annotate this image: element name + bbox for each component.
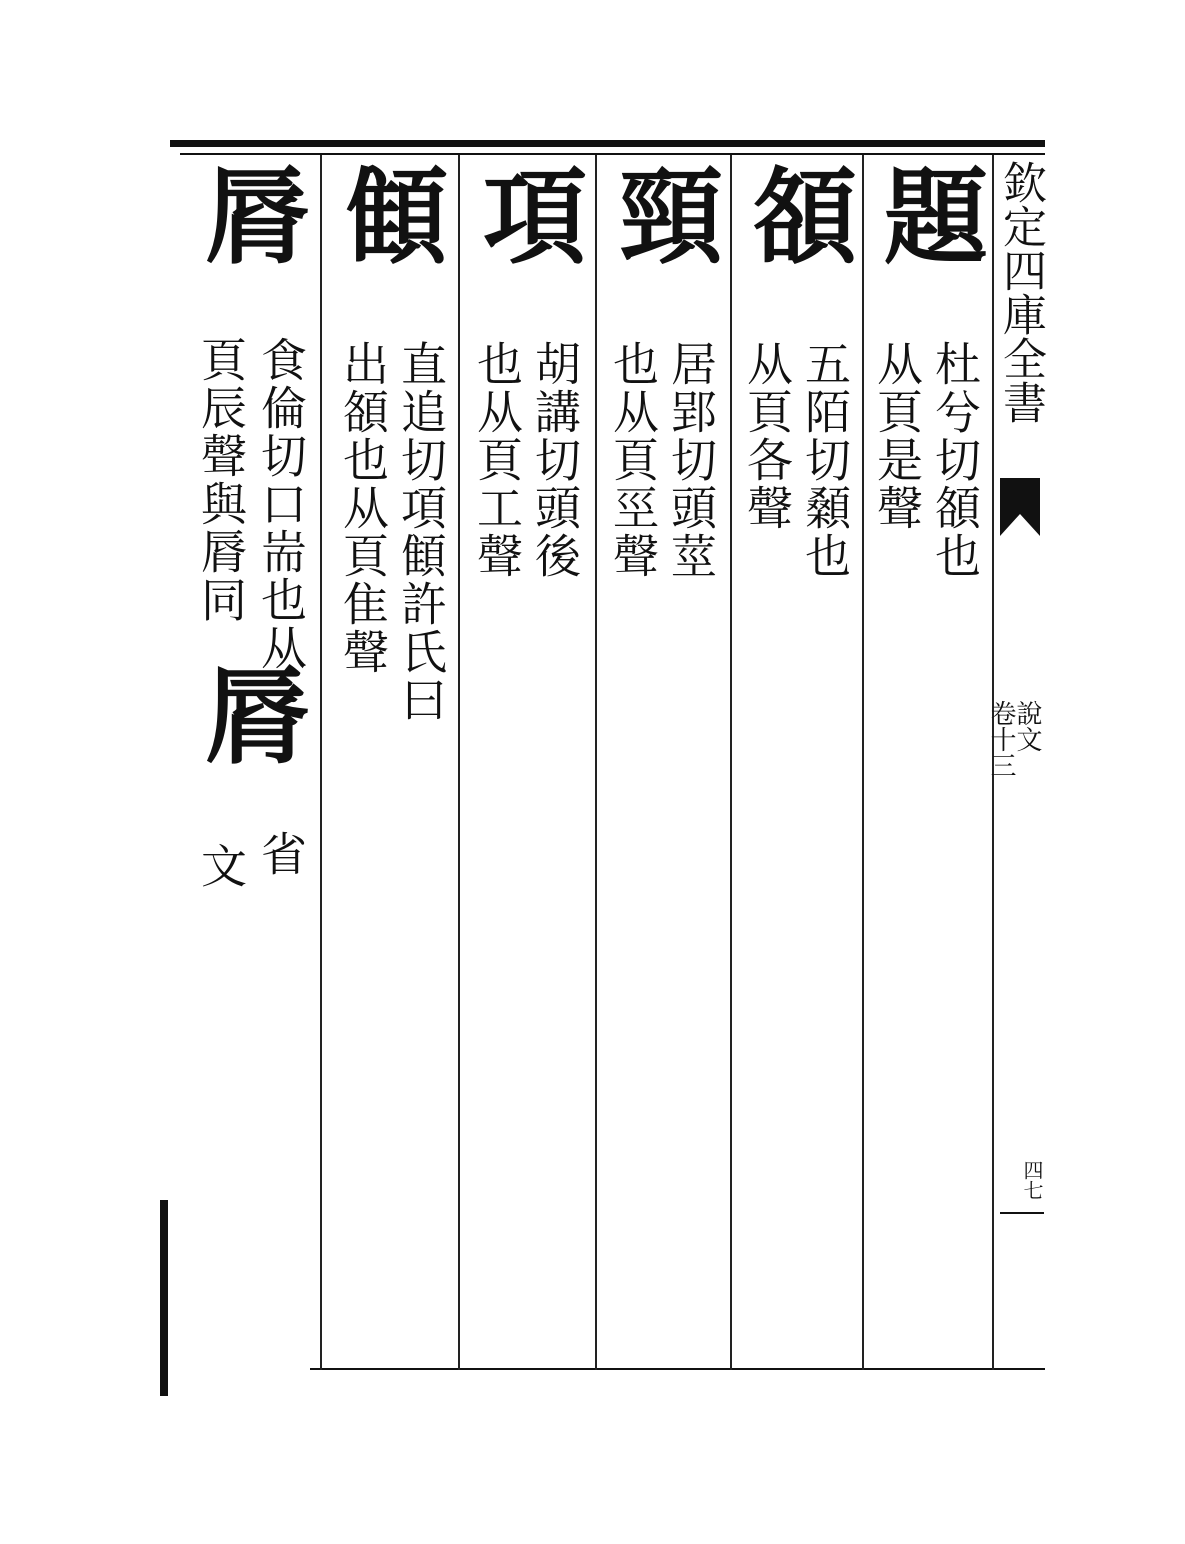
top-border-thin	[180, 153, 1045, 155]
page-number: 四七	[1020, 1160, 1044, 1200]
column-divider	[458, 155, 460, 1370]
gloss-text: 居郢切頭莖	[664, 340, 718, 580]
seal-character: 頟	[735, 162, 858, 272]
book-name: 說文	[1012, 700, 1042, 752]
gloss-text: 食倫切口耑也从	[254, 336, 308, 672]
column-divider	[595, 155, 597, 1370]
bottom-border	[310, 1368, 1045, 1370]
book-title: 欽定四庫全書	[995, 160, 1046, 424]
gloss-text: 文	[194, 842, 248, 890]
gloss-text: 也从頁工聲	[470, 340, 524, 580]
page-number-rule	[1000, 1212, 1044, 1214]
gloss-text: 杜兮切頟也	[928, 340, 982, 580]
seal-character: 項	[465, 162, 588, 272]
seal-character-variant: 脣	[187, 662, 310, 772]
column-divider	[320, 155, 322, 1370]
seal-character: 脣	[187, 162, 310, 272]
volume-label: 卷十三	[986, 700, 1016, 778]
gloss-text: 胡講切頭後	[528, 340, 582, 580]
gloss-text: 頁辰聲與脣同	[194, 336, 248, 624]
gloss-text: 省	[254, 830, 308, 878]
seal-character: 頸	[601, 162, 724, 272]
seal-character: 題	[866, 162, 989, 272]
left-margin-bar	[160, 1200, 168, 1396]
column-divider	[730, 155, 732, 1370]
gloss-text: 也从頁巠聲	[606, 340, 660, 580]
top-border-thick	[170, 140, 1045, 147]
gloss-text: 从頁是聲	[870, 340, 924, 532]
column-divider	[862, 155, 864, 1370]
seal-character: 顀	[327, 162, 450, 272]
gloss-text: 直追切項顀許氏曰	[394, 340, 448, 724]
gloss-text: 从頁各聲	[740, 340, 794, 532]
fish-tail-mark-icon	[1000, 478, 1040, 536]
gloss-text: 出頟也从頁隹聲	[336, 340, 390, 676]
gloss-text: 五陌切顙也	[798, 340, 852, 580]
